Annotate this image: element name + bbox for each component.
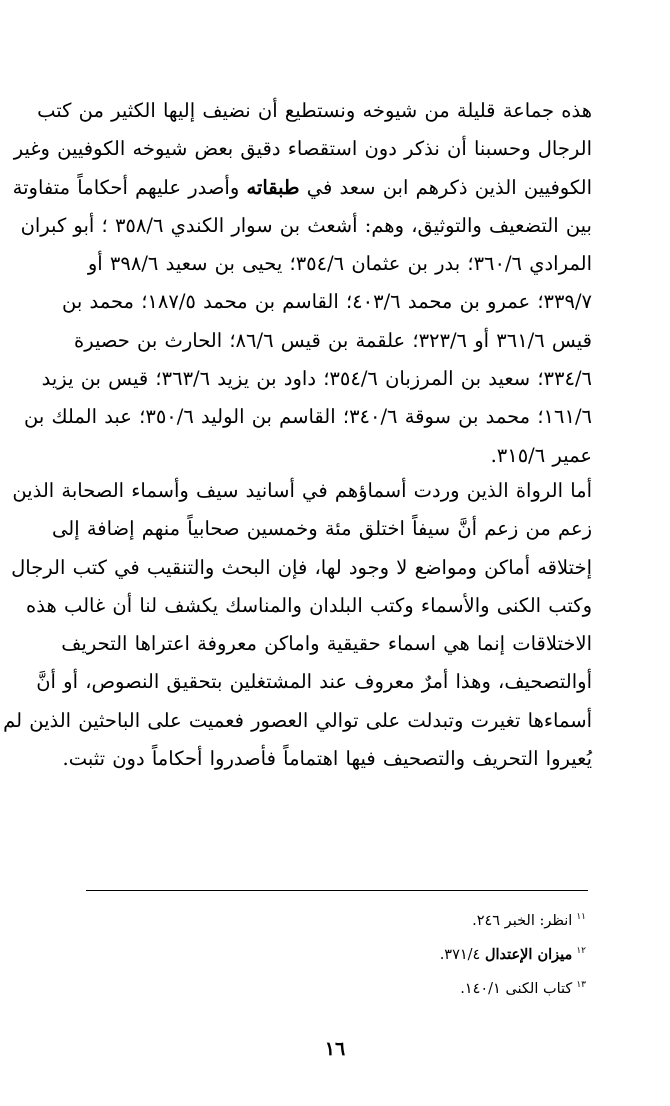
footnote-divider (86, 890, 588, 891)
page-number: ١٦ (324, 1038, 346, 1060)
paragraph-line: أما الرواة الذين وردت أسماؤهم في أسانيد سيف وأسماء الصحابة الذين (12, 479, 592, 502)
footnote-bold-title: ميزان الإعتدال (484, 945, 573, 963)
footnote-item (440, 936, 586, 970)
footnote-item (440, 902, 586, 936)
paragraph-line: الرجال وحسبنا أن نذكر دون استقصاء دقيق بعض شيوخه الكوفيين وغير (13, 137, 592, 161)
paragraph-line (12, 169, 592, 207)
paragraph-line: يُعيروا التحريف والتصحيف فيها اهتماماً فأصدروا أحكاماً دون تثبت. (62, 747, 592, 771)
paragraph-line: زعم من زعم أنَّ سيفاً اختلق مئة وخمسين صحابياً منهم إضافة إلى (52, 517, 592, 541)
paragraph-line: عمير ٣١٥/٦. (490, 443, 592, 467)
paragraph-line: بين التضعيف والتوثيق، وهم: أشعث بن سوار الكندي ٣٥٨/٦ ؛ أبو كبران (20, 213, 592, 237)
paragraph-line: المرادي ٣٦٠/٦؛ بدر بن عثمان ٣٥٤/٦؛ يحيى بن سعيد ٣٩٨/٦ أو (87, 252, 592, 276)
paragraph-1 (12, 92, 592, 475)
paragraph-line: وكتب الكنى والأسماء وكتب البلدان والمناسك يكشف لنا أن غالب هذه (26, 593, 592, 617)
line-segment: الكوفيين الذين ذكرهم ابن سعد في (299, 175, 592, 199)
footnote-text: ٣٧١/٤. (439, 946, 481, 963)
paragraph-line: ٣٣٤/٦؛ سعيد بن المرزبان ٣٥٤/٦؛ داود بن يزيد ٣٦٣/٦؛ قيس بن يزيد (41, 367, 592, 391)
footnote-number: ١١ (576, 912, 586, 922)
line-segment: وأصدر عليهم أحكاماً متفاوتة (12, 175, 247, 199)
paragraph-line: أوالتصحيف، وهذا أمرٌ معروف عند المشتغلين بتحقيق النصوص، أو أنَّ (36, 670, 592, 694)
paragraph-line: أسماءها تغيرت وتبدلت على توالي العصور فعميت على الباحثين الذين لم (3, 708, 592, 732)
paragraph-line: الاختلاقات إنما هي اسماء حقيقية واماكن معروفة اعتراها التحريف (61, 632, 592, 656)
footnote-number: ١٣ (576, 979, 586, 990)
footnote-text: كتاب الكنى ١٤٠/١. (460, 980, 573, 997)
paragraph-2 (3, 472, 592, 778)
paragraph-line: ١٦١/٦؛ محمد بن سوقة ٣٤٠/٦؛ القاسم بن الوليد ٣٥٠/٦؛ عبد الملك بن (24, 405, 592, 429)
paragraph-line: هذه جماعة قليلة من شيوخه ونستطيع أن نضيف إليها الكثير من كتب (37, 99, 592, 122)
bold-term: طبقاته (246, 175, 300, 199)
footnotes (440, 902, 586, 1003)
paragraph-line: ٣٣٩/٧؛ عمرو بن محمد ٤٠٣/٦؛ القاسم بن محمد ١٨٧/٥؛ محمد بن (61, 290, 592, 314)
footnote-item (440, 970, 586, 1004)
footnote-text: انظر: الخبر ٢٤٦. (472, 912, 573, 929)
footnote-number: ١٢ (576, 945, 586, 956)
paragraph-line: قيس ٣٦١/٦ أو ٣٢٣/٦؛ علقمة بن قيس ٨٦/٦؛ الحارث بن حصيرة (73, 328, 592, 352)
paragraph-line: إختلاقه أماكن ومواضع لا وجود لها، فإن البحث والتنقيب في كتب الرجال (11, 555, 592, 579)
